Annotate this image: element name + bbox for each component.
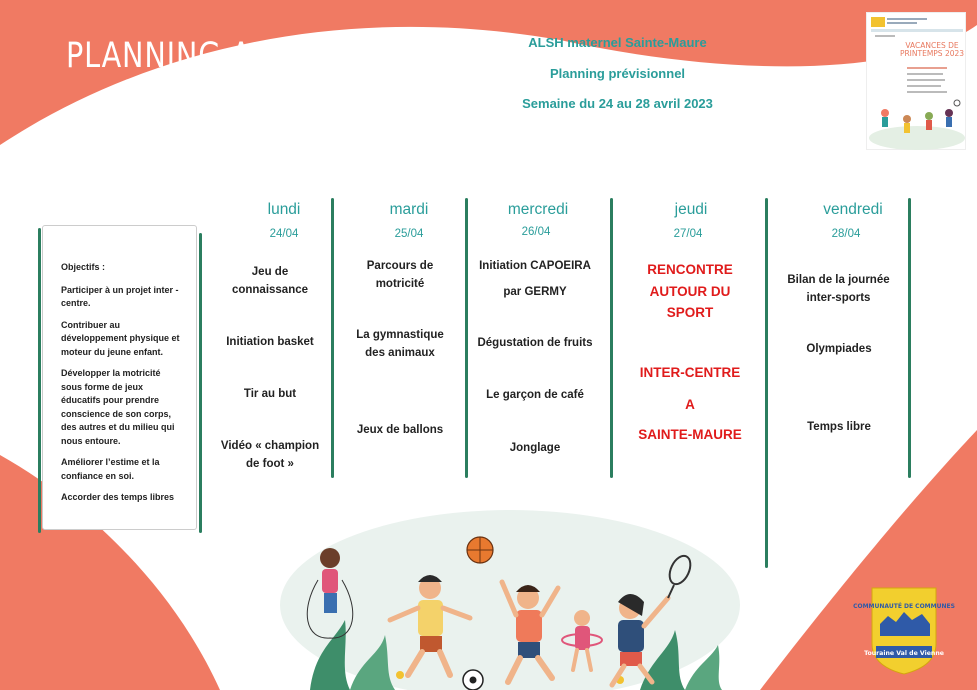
activity-mardi: Jeux de ballons [356,424,444,436]
day-name-mardi: mardi [389,201,429,218]
activity-mardi: La gymnastique des animaux [356,329,444,359]
day-name-mercredi: mercredi [507,201,569,218]
holiday-poster-thumbnail [866,12,966,150]
day-date-mardi: 25/04 [394,228,424,240]
objectives-box [42,225,197,530]
activity-lundi: Vidéo « champion de foot » [220,440,320,470]
poster-illustration [867,13,967,151]
column-divider [610,198,613,478]
activity-mercredi: par GERMY [503,286,567,298]
logo-area: Touraine Val de Vienne [864,650,944,657]
poster-title: VACANCES DE PRINTEMPS 2023 [899,41,965,58]
community-logo [853,584,955,676]
day-date-lundi: 24/04 [269,228,299,240]
activity-mercredi: Initiation CAPOEIRA [479,260,591,272]
activity-mardi: Parcours de motricité [366,260,434,290]
day-date-mercredi: 26/04 [521,226,551,238]
column-divider [908,198,911,478]
objective-item: Contribuer au développement physique et moteur du jeune enfant. [61,319,180,357]
column-divider [765,198,768,568]
objective-item: Développer la motricité sous forme de jeux éducatifs pour prendre conscience de son corps, des autres et du milieu qui nous entoure. [61,368,175,446]
activity-jeudi-highlight: SAINTE-MAURE [638,427,742,442]
column-divider [465,198,468,478]
activity-vendredi: Temps libre [807,421,871,433]
day-name-jeudi: jeudi [674,201,708,218]
day-name-vendredi: vendredi [823,201,883,218]
activity-lundi: Tir au but [243,388,297,400]
day-name-lundi: lundi [267,201,301,218]
activity-jeudi-highlight: A [685,397,695,412]
activity-vendredi: Bilan de la journée inter-sports [787,274,890,304]
planning-subtitle: Planning prévisionnel [549,66,686,81]
objective-item: Participer à un projet inter - centre. [61,284,179,308]
activity-jeudi-highlight: RENCONTRE AUTOUR DU SPORT [647,262,733,321]
centre-name: ALSH maternel Sainte-Maure [528,35,707,50]
activity-mercredi: Dégustation de fruits [477,337,593,349]
objectives-left-bar [38,228,41,533]
day-date-vendredi: 28/04 [831,228,861,240]
activity-mercredi: Le garçon de café [486,389,584,401]
activity-jeudi-highlight: INTER-CENTRE [639,365,741,380]
activity-vendredi: Olympiades [806,343,872,355]
week-range: Semaine du 24 au 28 avril 2023 [522,96,713,111]
day-date-jeudi: 27/04 [673,228,703,240]
objectives-heading: Objectifs : [61,262,106,272]
objectives-right-bar [199,233,202,533]
column-divider [331,198,334,478]
children-playing-illustration [290,470,740,690]
objective-item: Accorder des temps libres [61,492,175,502]
activity-mercredi: Jonglage [509,442,561,454]
objective-item: Améliorer l’estime et la confiance en soi. [61,457,160,481]
logo-name: COMMUNAUTÉ DE COMMUNES [853,603,955,610]
page-title: PLANNING ACTIVITES [66,36,386,76]
activity-lundi: Initiation basket [226,336,314,348]
activity-lundi: Jeu de connaissance [231,266,309,296]
